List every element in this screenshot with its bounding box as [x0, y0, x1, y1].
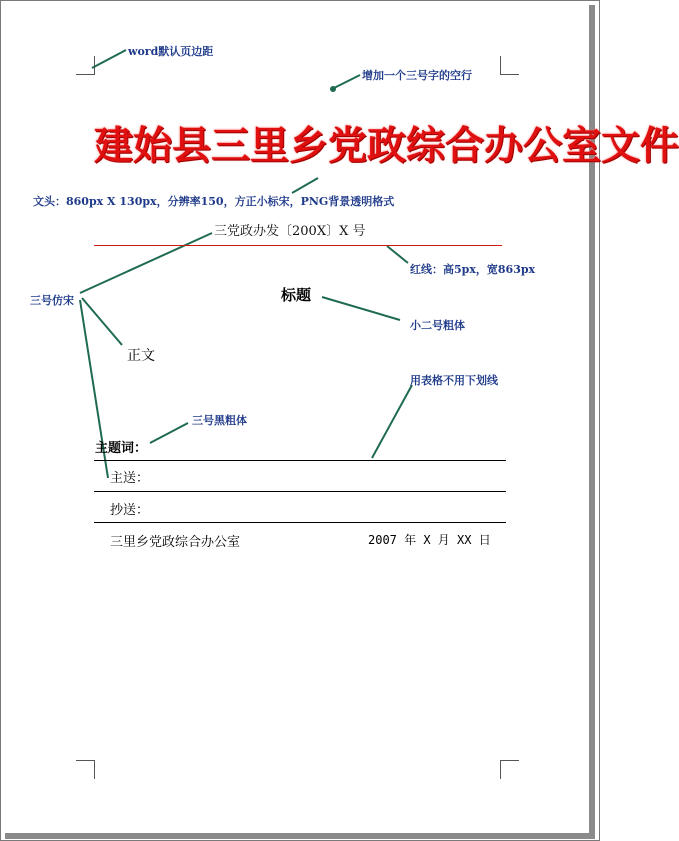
fangsong-note: 三号仿宋 [30, 294, 74, 307]
table-note: 用表格不用下划线 [410, 374, 498, 387]
document-number: 三党政办发〔200X〕X 号 [214, 224, 366, 239]
red-separator-line [94, 245, 502, 246]
table-rule-2 [94, 491, 506, 492]
leader-heiti [150, 423, 188, 443]
issuing-office: 三里乡党政综合办公室 [110, 535, 241, 550]
leader-fangsong-body [82, 298, 122, 345]
leader-fangsong-docnum [80, 233, 212, 293]
leader-dot [330, 86, 336, 92]
document-body: 正文 [127, 348, 155, 364]
cc-label: 抄送： [110, 503, 150, 518]
redline-spec-note: 红线：高5px，宽863px [410, 263, 536, 276]
header-spec-note: 文头：860px X 130px，分辨率150，方正小标宋，PNG背景透明格式 [33, 195, 395, 208]
table-rule-1 [94, 460, 506, 461]
title-font-note: 小二号粗体 [410, 319, 465, 332]
leader-title-font [322, 297, 400, 320]
document-header: 建始县三里乡党政综合办公室文件 [94, 123, 679, 169]
keywords-label: 主题词： [95, 441, 148, 456]
document-title: 标题 [281, 286, 312, 304]
issue-date: 2007 年 X 月 XX 日 [368, 533, 491, 547]
leader-blank-line [334, 75, 360, 88]
heiti-note: 三号黑粗体 [192, 414, 247, 427]
leader-table-note [372, 385, 412, 458]
blank-line-note: 增加一个三号字的空行 [362, 69, 472, 82]
send-to-label: 主送： [110, 471, 150, 486]
table-rule-3 [94, 522, 506, 523]
leader-redline [387, 246, 408, 263]
margin-note: word默认页边距 [128, 45, 214, 58]
leader-margin [92, 50, 126, 68]
